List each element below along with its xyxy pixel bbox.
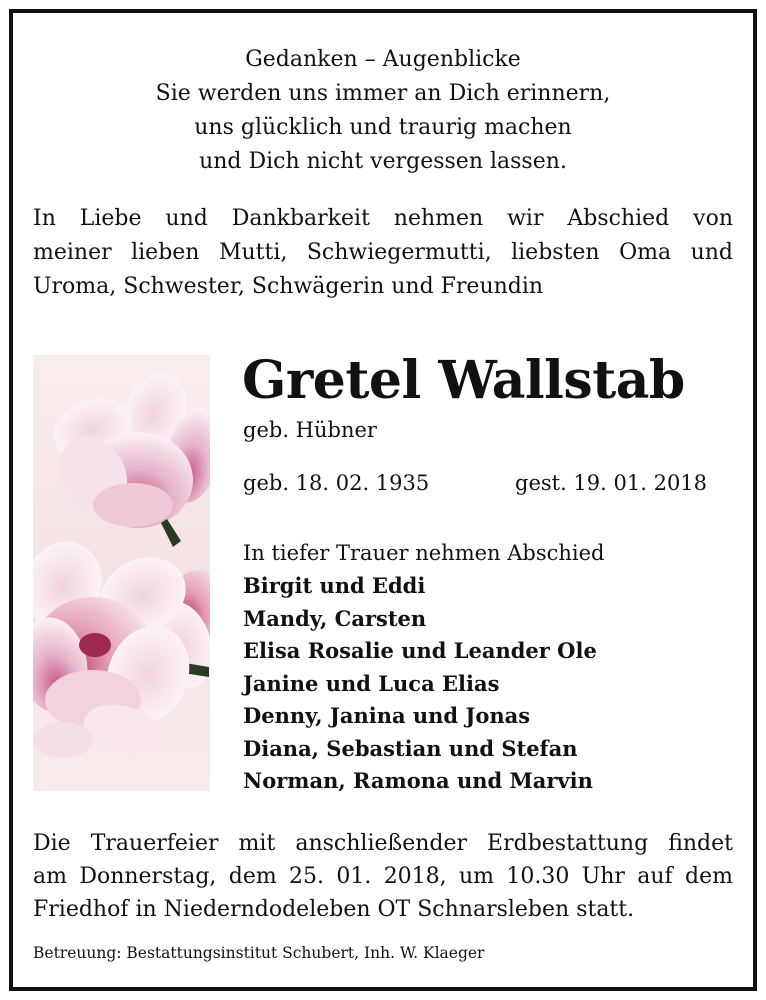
mourner: Norman, Ramona und Marvin — [243, 768, 593, 793]
funeral-line: Friedhof in Niederndodeleben OT Schnarsleben statt. — [33, 897, 635, 922]
funeral-line: Die Trauerfeier mit anschließender Erdbestattung findet — [33, 831, 733, 856]
mourners-intro: In tiefer Trauer nehmen Abschied — [243, 541, 605, 565]
poem-line: Sie werden uns immer an Dich erinnern, — [155, 81, 611, 106]
intro-line: In Liebe und Dankbarkeit nehmen wir Abschied von — [33, 206, 733, 231]
mourner: Diana, Sebastian und Stefan — [243, 735, 578, 761]
birth-date: geb. 18. 02. 1935 — [243, 471, 430, 495]
poem-line: Gedanken – Augenblicke — [245, 47, 521, 72]
flower-illustration — [33, 355, 210, 791]
poem-line: und Dich nicht vergessen lassen. — [199, 149, 567, 174]
maiden-name: geb. Hübner — [243, 418, 377, 442]
funeral-notice — [33, 827, 733, 926]
funeral-home-credit: Betreuung: Bestattungsinstitut Schubert, Inh. W. Klaeger — [33, 944, 485, 962]
magnolia-flower-image — [33, 355, 210, 791]
death-date: gest. 19. 01. 2018 — [515, 471, 708, 495]
mourner: Janine und Luca Elias — [243, 670, 500, 696]
funeral-line: am Donnerstag, dem 25. 01. 2018, um 10.30 Uhr auf dem — [33, 864, 733, 889]
mourners-list — [243, 570, 597, 798]
intro-line: meiner lieben Mutti, Schwiegermutti, liebsten Oma und — [33, 240, 733, 265]
farewell-intro — [33, 202, 733, 304]
deceased-name: Gretel Wallstab — [242, 350, 685, 411]
mourner: Elisa Rosalie und Leander Ole — [243, 638, 597, 663]
intro-line: Uroma, Schwester, Schwägerin und Freundin — [33, 274, 544, 299]
mourner: Denny, Janina und Jonas — [243, 703, 531, 728]
obituary-frame — [9, 9, 757, 991]
poem — [13, 43, 753, 179]
mourner: Mandy, Carsten — [243, 605, 427, 631]
mourner: Birgit und Eddi — [243, 573, 426, 598]
poem-line: uns glücklich und traurig machen — [194, 115, 572, 140]
